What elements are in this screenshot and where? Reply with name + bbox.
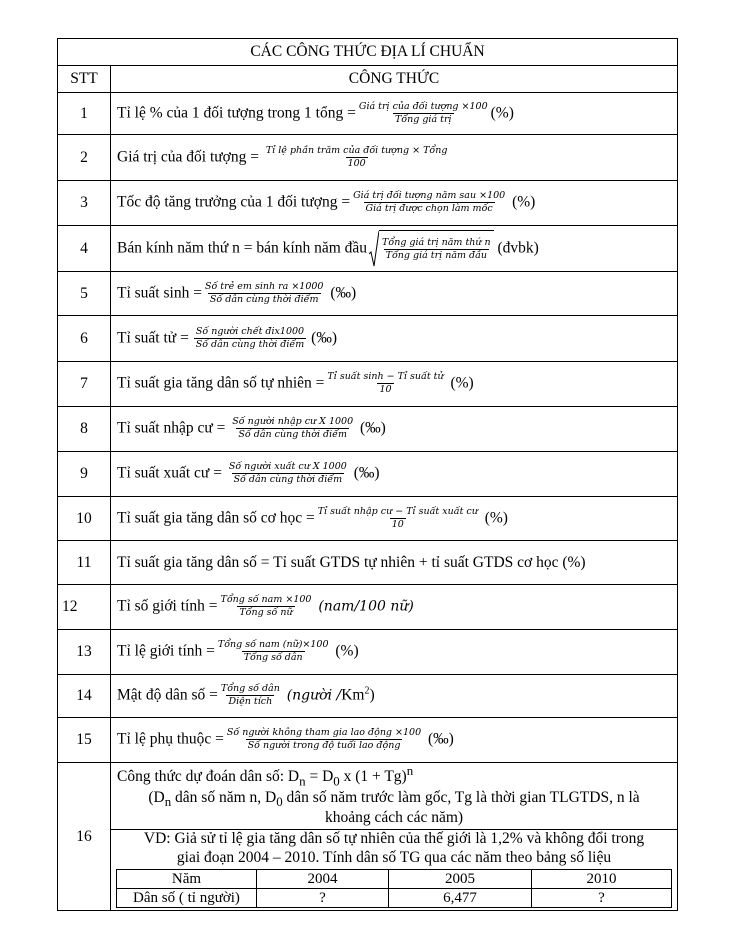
formula-cell bbox=[111, 585, 678, 630]
table-row bbox=[58, 93, 678, 135]
formula-text: Tỉ số giới tính = bbox=[117, 597, 218, 615]
fraction bbox=[230, 417, 355, 441]
unit: (%) bbox=[490, 104, 514, 122]
row-number: 15 bbox=[58, 718, 111, 763]
value-cell: ? bbox=[532, 889, 672, 908]
numerator: Số trẻ em sinh ra ×1000 bbox=[204, 280, 324, 292]
fraction bbox=[227, 462, 349, 486]
table-row bbox=[58, 452, 678, 497]
formula-cell: Tỉ suất gia tăng dân số = Tỉ suất GTDS tự nhiên + tỉ suất GTDS cơ học (%) bbox=[111, 541, 678, 585]
numerator: Giá trị đối tượng năm sau ×100 bbox=[353, 190, 506, 202]
prediction-formula: Công thức dự đoán dân số: $D_n = D_0$ x $(1 + Tg)^n$ bbox=[117, 763, 414, 789]
numerator: Tổng số nam (nữ)×100 bbox=[217, 639, 329, 651]
header-formula: CÔNG THỨC bbox=[111, 66, 678, 93]
denominator: 100 bbox=[347, 157, 366, 169]
row-number: 1 bbox=[58, 93, 111, 135]
numerator: Số người xuất cư X 1000 bbox=[228, 461, 347, 473]
fraction bbox=[216, 640, 331, 664]
fraction bbox=[194, 327, 307, 351]
denominator: 10 bbox=[391, 518, 404, 530]
unit: Km bbox=[341, 686, 365, 704]
formula-cell bbox=[111, 226, 678, 272]
formula-table bbox=[57, 38, 678, 911]
square-root bbox=[369, 230, 494, 268]
example-value-row bbox=[117, 889, 672, 908]
formula-text: Tỉ lệ phụ thuộc = bbox=[117, 730, 224, 748]
table-title: CÁC CÔNG THỨC ĐỊA LÍ CHUẨN bbox=[58, 39, 678, 66]
numerator: Số người không tham gia lao động ×100 bbox=[226, 727, 422, 739]
radical-sign-icon bbox=[369, 230, 379, 268]
formula-cell bbox=[111, 675, 678, 718]
unit: (‰) bbox=[428, 730, 454, 748]
row-number: 12 bbox=[58, 585, 111, 630]
denominator: Diện tích bbox=[228, 696, 273, 707]
table-row bbox=[58, 362, 678, 407]
table-row bbox=[58, 316, 678, 362]
fraction bbox=[351, 191, 507, 215]
fraction bbox=[225, 728, 423, 752]
header-cell: 2004 bbox=[257, 870, 389, 889]
unit: (‰) bbox=[360, 419, 386, 437]
fraction bbox=[316, 507, 480, 531]
denominator: Giá trị được chọn làm mốc bbox=[365, 203, 493, 214]
value-cell: 6,477 bbox=[389, 889, 532, 908]
value-cell: ? bbox=[257, 889, 389, 908]
fraction bbox=[219, 684, 282, 708]
unit: (‰) bbox=[330, 284, 357, 302]
formula-text: Tỉ suất gia tăng dân số cơ học = bbox=[117, 509, 315, 527]
formula-cell bbox=[111, 93, 678, 135]
table-row bbox=[58, 272, 678, 316]
denominator: Số dân cùng thời điểm bbox=[195, 338, 305, 350]
row-number: 10 bbox=[58, 497, 111, 541]
formula-text: Mật độ dân số = bbox=[117, 686, 218, 704]
formula-text: Tỉ suất gia tăng dân số tự nhiên = bbox=[117, 374, 325, 392]
unit: (nam/100 nữ) bbox=[318, 598, 414, 615]
denominator: Tổng giá trị năm đầu bbox=[385, 250, 488, 261]
fraction bbox=[203, 282, 326, 306]
table-row bbox=[58, 763, 678, 911]
formula-cell bbox=[111, 181, 678, 226]
numerator: Tổng giá trị năm thứ n bbox=[382, 237, 491, 249]
formula-explanation: ($D_n$ dân số năm n, $D_0$ dân số năm trước làm gốc, Tg là thời gian TLGTDS, n là bbox=[148, 788, 640, 809]
row-number: 3 bbox=[58, 181, 111, 226]
row-number: 2 bbox=[58, 135, 111, 181]
formula-cell bbox=[111, 135, 678, 181]
fraction bbox=[380, 238, 493, 262]
row-number: 13 bbox=[58, 630, 111, 675]
formula-text: Tốc độ tăng trưởng của 1 đối tượng = bbox=[117, 193, 351, 211]
row-number: 14 bbox=[58, 675, 111, 718]
denominator: Số dân cùng thời điểm bbox=[233, 474, 343, 485]
formula-text: Tỉ suất xuất cư = bbox=[117, 464, 222, 482]
unit: (người / bbox=[286, 687, 342, 704]
fraction bbox=[357, 102, 490, 126]
denominator: Tổng số nữ bbox=[239, 607, 293, 618]
header-stt: STT bbox=[58, 66, 111, 93]
unit: (‰) bbox=[353, 464, 380, 482]
row-number: 4 bbox=[58, 226, 111, 272]
table-row bbox=[58, 630, 678, 675]
denominator: Số người trong độ tuổi lao động bbox=[247, 740, 401, 751]
numerator: Tỉ suất nhập cư − Tỉ suất xuất cư bbox=[317, 505, 478, 517]
unit: (đvbk) bbox=[497, 239, 539, 257]
formula-cell bbox=[111, 362, 678, 407]
formula-text: Giá trị của đối tượng = bbox=[117, 148, 259, 166]
unit: ) bbox=[369, 686, 375, 704]
formula-cell bbox=[111, 497, 678, 541]
formula-cell bbox=[111, 718, 678, 763]
formula-cell bbox=[111, 452, 678, 497]
formula-cell bbox=[111, 316, 678, 362]
numerator: Tỉ lệ phần trăm của đối tượng × Tổng bbox=[265, 144, 448, 156]
denominator: Tổng số dân bbox=[243, 652, 303, 663]
row-number: 5 bbox=[58, 272, 111, 316]
table-row bbox=[58, 675, 678, 718]
table-row bbox=[58, 718, 678, 763]
table-row bbox=[58, 181, 678, 226]
table-row bbox=[58, 135, 678, 181]
example-text-cont: giai đoạn 2004 – 2010. Tính dân số TG qua các năm theo bảng số liệu bbox=[176, 848, 612, 866]
denominator: 10 bbox=[379, 384, 392, 395]
row-number: 8 bbox=[58, 407, 111, 452]
formula-cell bbox=[111, 407, 678, 452]
numerator: Số người nhập cư X 1000 bbox=[232, 416, 354, 428]
fraction bbox=[264, 146, 450, 170]
header-cell: Năm bbox=[117, 870, 257, 889]
value-cell: Dân số ( tỉ người) bbox=[117, 889, 257, 908]
formula-cell bbox=[111, 630, 678, 675]
formula-text: Tỉ suất tử = bbox=[117, 329, 189, 347]
row-number: 11 bbox=[58, 541, 111, 585]
unit-exponent: 2 bbox=[364, 685, 370, 697]
formula-text: Tỉ lệ giới tính = bbox=[117, 642, 215, 660]
table-row bbox=[58, 541, 678, 585]
formula-cell bbox=[111, 763, 678, 911]
numerator: Tổng số nam ×100 bbox=[220, 594, 312, 606]
denominator: Tổng giá trị bbox=[394, 113, 452, 125]
table-row bbox=[58, 407, 678, 452]
formula-cell bbox=[111, 272, 678, 316]
denominator: Số dân cùng thời điểm bbox=[238, 429, 347, 440]
row-number: 7 bbox=[58, 362, 111, 407]
numerator: Số người chết đix1000 bbox=[195, 325, 305, 337]
table-row bbox=[58, 226, 678, 272]
unit: (%) bbox=[484, 509, 508, 527]
formula-text: Tỉ suất nhập cư = bbox=[117, 419, 226, 437]
unit: (‰) bbox=[311, 329, 337, 347]
denominator: Số dân cùng thời điểm bbox=[209, 293, 319, 305]
example-text: VD: Giả sử tỉ lệ gia tăng dân số tự nhiên của thế giới là 1,2% và không đổi trong bbox=[143, 829, 645, 847]
table-row bbox=[58, 497, 678, 541]
row-number: 16 bbox=[58, 763, 111, 911]
numerator: Giá trị của đối tượng ×100 bbox=[358, 100, 488, 112]
unit: (%) bbox=[450, 374, 474, 392]
formula-text: Tỉ suất sinh = bbox=[117, 284, 202, 302]
formula-text: Tỉ lệ % của 1 đối tượng trong 1 tổng = bbox=[117, 104, 356, 122]
formula-explanation-cont: khoảng cách các năm) bbox=[324, 809, 464, 827]
row-number: 9 bbox=[58, 452, 111, 497]
header-cell: 2010 bbox=[532, 870, 672, 889]
numerator: Tỉ suất sinh − Tỉ suất tử bbox=[327, 371, 444, 383]
unit: (%) bbox=[512, 193, 536, 211]
header-cell: 2005 bbox=[389, 870, 532, 889]
fraction bbox=[325, 372, 445, 396]
example-header-row bbox=[117, 870, 672, 889]
fraction bbox=[218, 595, 313, 619]
row-number: 6 bbox=[58, 316, 111, 362]
table-row bbox=[58, 585, 678, 630]
formula-text: Bán kính năm thứ n = bán kính năm đầu bbox=[117, 239, 368, 257]
unit: (%) bbox=[335, 642, 359, 660]
example-data-table bbox=[116, 869, 672, 908]
numerator: Tổng số dân bbox=[220, 683, 280, 695]
